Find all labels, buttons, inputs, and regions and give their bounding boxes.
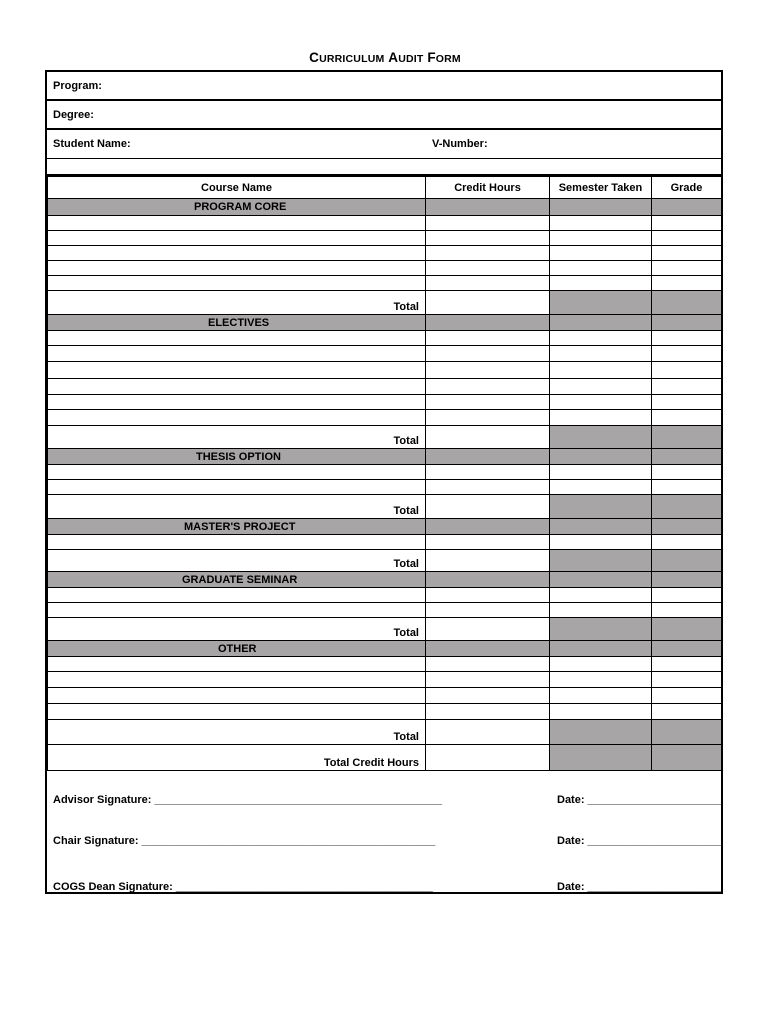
table-row[interactable] (48, 535, 722, 550)
total-row[interactable]: Total (48, 550, 722, 572)
section-other: OTHER (48, 641, 722, 657)
table-row[interactable] (48, 410, 722, 426)
table-row[interactable] (48, 480, 722, 495)
col-semester-taken: Semester Taken (550, 177, 652, 199)
dean-date-line[interactable]: Date: ______________________ (557, 881, 723, 893)
table-row[interactable] (48, 331, 722, 346)
student-name-field[interactable]: Student Name: V-Number: (47, 130, 721, 159)
table-row[interactable] (48, 276, 722, 291)
audit-form (45, 70, 723, 894)
table-row[interactable] (48, 465, 722, 480)
table-row[interactable] (48, 672, 722, 688)
total-row[interactable]: Total (48, 618, 722, 641)
total-row[interactable]: Total (48, 495, 722, 519)
table-row[interactable] (48, 603, 722, 618)
table-row[interactable] (48, 231, 722, 246)
table-row[interactable] (48, 362, 722, 379)
table-row[interactable] (48, 688, 722, 704)
col-credit-hours: Credit Hours (426, 177, 550, 199)
form-title: CURRICULUM AUDIT FORM (309, 50, 461, 65)
dean-signature-line[interactable]: COGS Dean Signature: __________________________________________ (53, 881, 433, 893)
table-row[interactable] (48, 657, 722, 672)
section-electives: ELECTIVES (48, 315, 722, 331)
chair-date-line[interactable]: Date: ______________________ (557, 835, 723, 847)
table-row[interactable] (48, 379, 722, 395)
program-field[interactable]: Program: (47, 72, 721, 101)
total-credit-hours-row[interactable]: Total Credit Hours (48, 745, 722, 771)
v-number-field[interactable]: V-Number: (432, 138, 488, 150)
table-row[interactable] (48, 261, 722, 276)
section-program-core: PROGRAM CORE (48, 199, 722, 216)
col-grade: Grade (652, 177, 722, 199)
chair-signature-line[interactable]: Chair Signature: ________________________________________________ (53, 835, 436, 847)
total-row[interactable]: Total (48, 291, 722, 315)
degree-field[interactable]: Degree: (47, 101, 721, 130)
section-masters-project: MASTER'S PROJECT (48, 519, 722, 535)
course-table (47, 176, 722, 771)
table-row[interactable] (48, 704, 722, 720)
spacer-row (47, 159, 721, 176)
table-row[interactable] (48, 216, 722, 231)
col-course-name: Course Name (48, 177, 426, 199)
table-row[interactable] (48, 395, 722, 410)
table-row[interactable] (48, 588, 722, 603)
table-row[interactable] (48, 246, 722, 261)
table-row[interactable] (48, 346, 722, 362)
advisor-date-line[interactable]: Date: ______________________ (557, 794, 723, 806)
total-row[interactable]: Total (48, 426, 722, 449)
advisor-signature-line[interactable]: Advisor Signature: _______________________________________________ (53, 794, 442, 806)
section-thesis-option: THESIS OPTION (48, 449, 722, 465)
total-row[interactable]: Total (48, 720, 722, 745)
section-graduate-seminar: GRADUATE SEMINAR (48, 572, 722, 588)
